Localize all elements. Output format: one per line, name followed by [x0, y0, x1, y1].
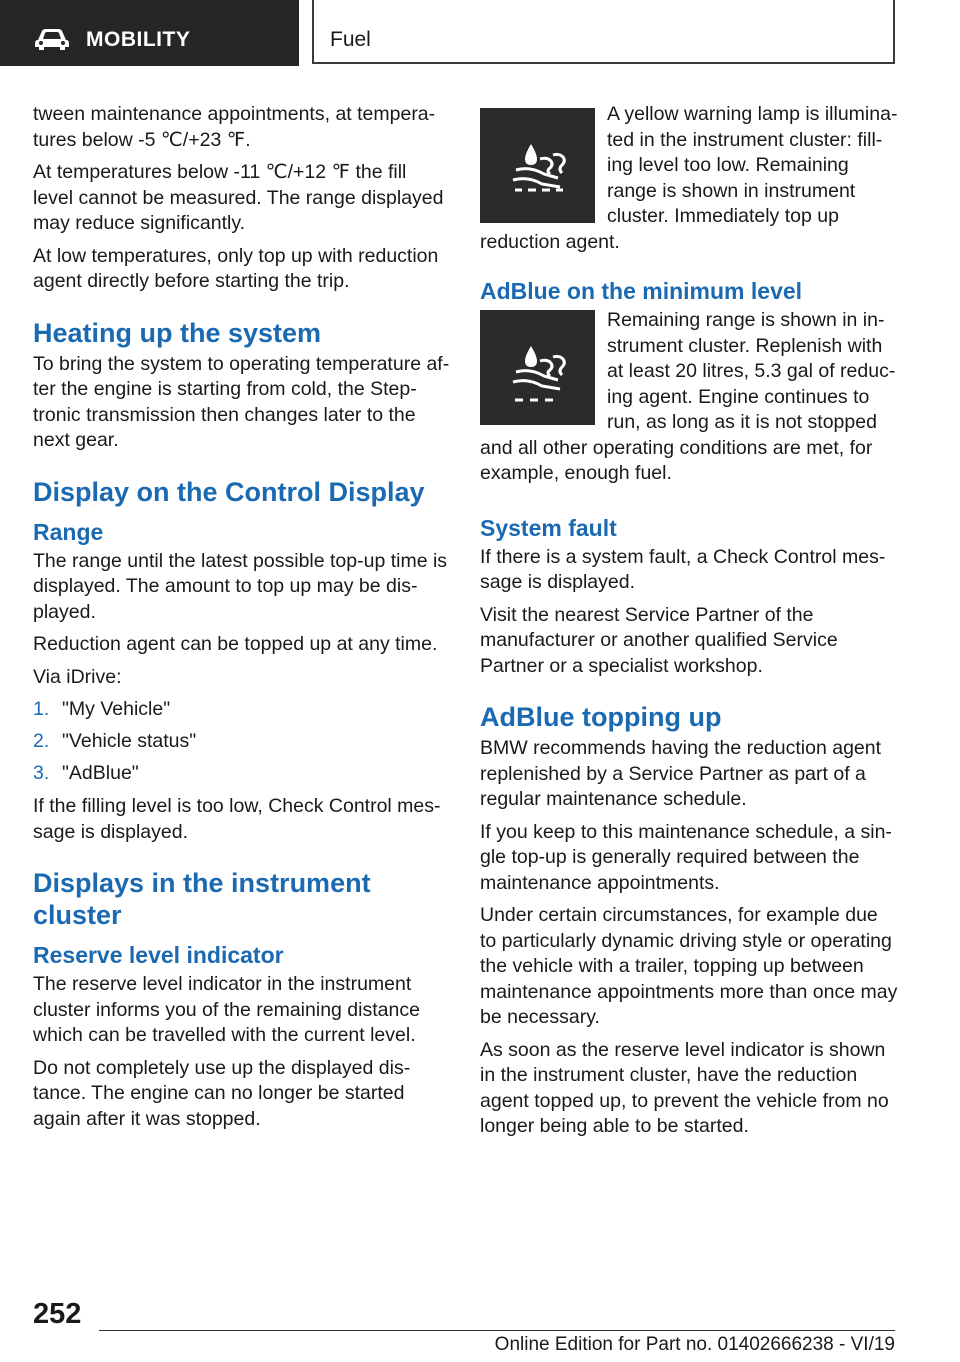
paragraph: The reserve level indicator in the instrument cluster informs you of the remaining distance which can be travelled with the current level. — [33, 973, 420, 1046]
step-text: "AdBlue" — [62, 762, 139, 784]
heading-minimum-level: AdBlue on the minimum level — [480, 278, 803, 304]
paragraph: BMW recommends having the reduction agent replenished by a Service Partner as part of a regular maintenance schedule. — [480, 737, 882, 810]
warning-block — [480, 102, 898, 269]
chapter-label: Fuel — [330, 28, 371, 51]
step-number: 3. — [33, 762, 50, 784]
paragraph: If the filling level is too low, Check Control message is displayed. — [33, 795, 441, 843]
warning-block — [480, 308, 898, 494]
step-text: "Vehicle status" — [62, 730, 197, 752]
section-tab — [0, 0, 299, 66]
adblue-minimum-icon — [480, 310, 595, 425]
paragraph: As soon as the reserve level indicator is shown in the instrument cluster, have the reduction agent topped up, to prevent the vehicle from no longer being able to be started. — [480, 1038, 889, 1137]
chapter-box — [312, 0, 895, 64]
paragraph: At temperatures below -11 ℃/+12 ℉ the fill level cannot be measured. The range displayed may reduce significantly. — [33, 161, 444, 234]
heading-adblue-topping-up: AdBlue topping up — [480, 702, 722, 732]
paragraph: Reduction agent can be topped up at any time. — [33, 633, 438, 655]
edition-note: Online Edition for Part no. 01402666238 - VI/19 — [494, 1334, 895, 1355]
paragraph: tween maintenance appointments, at temperatures below -5 ℃/+23 ℉. — [33, 103, 436, 151]
footer-divider — [99, 1330, 895, 1331]
paragraph: Visit the nearest Service Partner of the manufacturer or another qualified Service Partner or a specialist workshop. — [480, 603, 838, 677]
list-item — [33, 761, 451, 787]
page-number: 252 — [33, 1298, 82, 1330]
step-text: "My Vehicle" — [62, 698, 171, 720]
heading-control-display: Display on the Control Display — [33, 476, 425, 507]
heading-reserve-level: Reserve level indicator — [33, 942, 284, 968]
car-icon — [34, 27, 70, 51]
list-item — [33, 697, 451, 729]
paragraph: Via iDrive: — [33, 665, 122, 688]
paragraph: A yellow warning lamp is illuminated in the instrument cluster: filling level too low. Remaining range is shown in instrument cluster. Immediately top up reduction agent. — [480, 103, 898, 253]
paragraph: If you keep to this maintenance schedule, a single top-up is generally required between the maintenance appointments. — [480, 820, 892, 894]
section-label: MOBILITY — [86, 28, 191, 51]
heading-system-fault: System fault — [480, 514, 617, 541]
paragraph: Under certain circumstances, for example due to particularly dynamic driving style or operating the vehicle with a trailer, topping up between maintenance appointments more than once may be necessary. — [480, 904, 898, 1028]
idrive-steps — [33, 697, 451, 787]
paragraph: Do not completely use up the displayed distance. The engine can no longer be started again after it was stopped. — [33, 1056, 411, 1130]
paragraph: If there is a system fault, a Check Control message is displayed. — [480, 545, 886, 593]
heading-instrument-cluster: Displays in the instrument cluster — [33, 868, 371, 930]
step-number: 2. — [33, 730, 50, 752]
step-number: 1. — [33, 698, 50, 720]
paragraph: Remaining range is shown in instrument cluster. Replenish with at least 20 litres, 5.3 gal of reducing agent. Engine continues to run, as long as it is not stopped and all other operating conditions are met, for example, enough fuel. — [480, 309, 896, 484]
paragraph: To bring the system to operating temperature after the engine is starting from cold, the Steptronic transmission then changes later to the next gear. — [33, 352, 450, 451]
paragraph: The range until the latest possible top-up time is displayed. The amount to top up may be displayed. — [33, 549, 448, 623]
left-column — [33, 102, 451, 1139]
paragraph: At low temperatures, only top up with reduction agent directly before starting the trip. — [33, 244, 439, 292]
adblue-warning-icon — [480, 108, 595, 223]
heading-range: Range — [33, 518, 104, 545]
heading-heating-up: Heating up the system — [33, 317, 322, 348]
right-column — [480, 102, 898, 1147]
list-item — [33, 729, 451, 761]
page-header — [0, 0, 960, 66]
